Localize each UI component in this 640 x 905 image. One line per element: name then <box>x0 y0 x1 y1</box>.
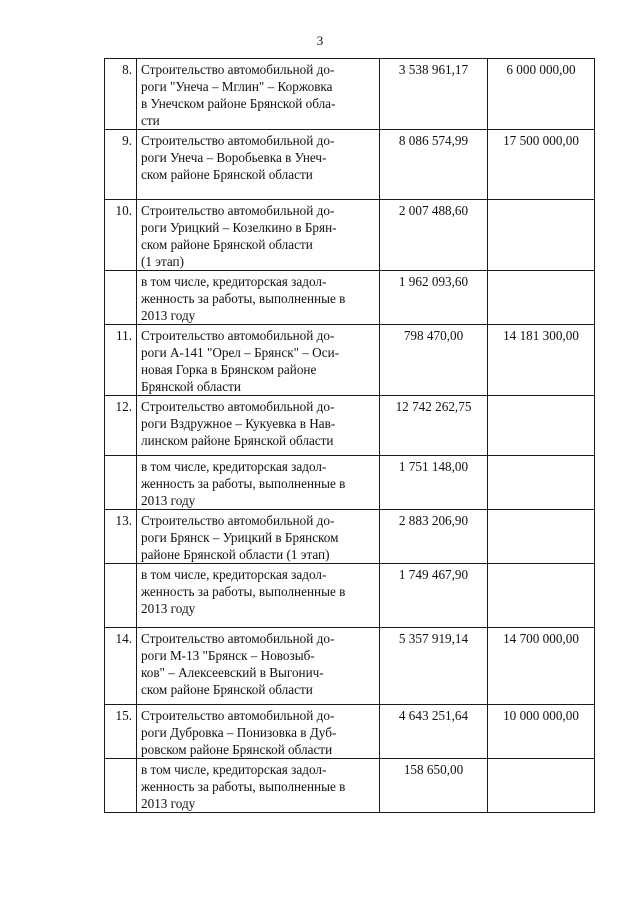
plan-amount-cell <box>488 396 595 456</box>
table-row <box>105 705 595 759</box>
description-line: роги А-141 "Орел – Брянск" – Оси- <box>141 345 340 360</box>
description-line: в Унечском районе Брянской обла- <box>141 96 336 111</box>
plan-amount-cell: 6 000 000,00 <box>488 59 595 130</box>
row-number-cell: 9. <box>105 130 137 200</box>
description-line: женность за работы, выполненные в <box>141 779 346 794</box>
description-line: в том числе, кредиторская задол- <box>141 274 327 289</box>
description-cell <box>137 200 380 271</box>
plan-amount-cell: 17 500 000,00 <box>488 130 595 200</box>
description-cell <box>137 628 380 705</box>
description-line: ском районе Брянской области <box>141 167 313 182</box>
description-line: Строительство автомобильной до- <box>141 708 335 723</box>
description-line: районе Брянской области (1 этап) <box>141 547 330 562</box>
row-number-cell: 13. <box>105 510 137 564</box>
description-line: Строительство автомобильной до- <box>141 133 335 148</box>
description-line: 2013 году <box>141 308 196 323</box>
description-line: ском районе Брянской области <box>141 682 313 697</box>
table-row <box>105 759 595 813</box>
description-line: 2013 году <box>141 796 196 811</box>
row-number-cell: 8. <box>105 59 137 130</box>
description-line: женность за работы, выполненные в <box>141 584 346 599</box>
description-cell <box>137 59 380 130</box>
description-cell <box>137 396 380 456</box>
description-line: новая Горка в Брянском районе <box>141 362 317 377</box>
table-row <box>105 456 595 510</box>
description-line: роги Унеча – Воробьевка в Унеч- <box>141 150 327 165</box>
description-line: в том числе, кредиторская задол- <box>141 762 327 777</box>
plan-amount-cell <box>488 564 595 628</box>
table-row <box>105 628 595 705</box>
description-line: роги Брянск – Урицкий в Брянском <box>141 530 339 545</box>
description-line: 2013 году <box>141 601 196 616</box>
plan-amount-cell: 14 181 300,00 <box>488 325 595 396</box>
page-number: 3 <box>316 33 324 48</box>
plan-amount-cell: 14 700 000,00 <box>488 628 595 705</box>
row-number-cell: 12. <box>105 396 137 456</box>
row-number-cell <box>105 759 137 813</box>
table-row <box>105 59 595 130</box>
row-number-cell <box>105 456 137 510</box>
description-line: сти <box>141 113 160 128</box>
description-line: (1 этап) <box>141 254 184 269</box>
amount-cell: 12 742 262,75 <box>380 396 488 456</box>
description-line: Строительство автомобильной до- <box>141 328 335 343</box>
description-line: роги "Унеча – Мглин" – Коржовка <box>141 79 333 94</box>
table-row <box>105 564 595 628</box>
description-line: ков" – Алексеевский в Выгонич- <box>141 665 324 680</box>
amount-cell: 8 086 574,99 <box>380 130 488 200</box>
plan-amount-cell: 10 000 000,00 <box>488 705 595 759</box>
description-line: роги Урицкий – Козелкино в Брян- <box>141 220 337 235</box>
row-number-cell: 11. <box>105 325 137 396</box>
table-row <box>105 271 595 325</box>
amount-cell: 4 643 251,64 <box>380 705 488 759</box>
description-cell <box>137 456 380 510</box>
table-row <box>105 130 595 200</box>
amount-cell: 1 962 093,60 <box>380 271 488 325</box>
row-number-cell: 10. <box>105 200 137 271</box>
description-line: женность за работы, выполненные в <box>141 291 346 306</box>
description-line: ском районе Брянской области <box>141 237 313 252</box>
description-cell <box>137 564 380 628</box>
description-line: Строительство автомобильной до- <box>141 62 335 77</box>
expenditure-table <box>104 58 595 813</box>
row-number-cell: 15. <box>105 705 137 759</box>
table-body <box>105 59 595 813</box>
amount-cell: 2 007 488,60 <box>380 200 488 271</box>
plan-amount-cell <box>488 510 595 564</box>
description-line: в том числе, кредиторская задол- <box>141 459 327 474</box>
table-row <box>105 396 595 456</box>
plan-amount-cell <box>488 200 595 271</box>
description-cell <box>137 130 380 200</box>
description-cell <box>137 705 380 759</box>
amount-cell: 158 650,00 <box>380 759 488 813</box>
row-number-cell: 14. <box>105 628 137 705</box>
description-line: Строительство автомобильной до- <box>141 399 335 414</box>
table-row <box>105 200 595 271</box>
description-line: роги М-13 "Брянск – Новозыб- <box>141 648 315 663</box>
description-cell <box>137 510 380 564</box>
description-line: линском районе Брянской области <box>141 433 334 448</box>
description-line: женность за работы, выполненные в <box>141 476 346 491</box>
description-line: 2013 году <box>141 493 196 508</box>
table-row <box>105 510 595 564</box>
plan-amount-cell <box>488 456 595 510</box>
amount-cell: 1 749 467,90 <box>380 564 488 628</box>
amount-cell: 3 538 961,17 <box>380 59 488 130</box>
plan-amount-cell <box>488 271 595 325</box>
description-cell <box>137 325 380 396</box>
description-line: Строительство автомобильной до- <box>141 631 335 646</box>
description-cell <box>137 271 380 325</box>
amount-cell: 798 470,00 <box>380 325 488 396</box>
description-line: роги Дубровка – Понизовка в Дуб- <box>141 725 337 740</box>
plan-amount-cell <box>488 759 595 813</box>
description-line: роги Вздружное – Кукуевка в Нав- <box>141 416 336 431</box>
description-cell <box>137 759 380 813</box>
description-line: в том числе, кредиторская задол- <box>141 567 327 582</box>
row-number-cell <box>105 271 137 325</box>
amount-cell: 2 883 206,90 <box>380 510 488 564</box>
description-line: ровском районе Брянской области <box>141 742 333 757</box>
table-row <box>105 325 595 396</box>
description-line: Брянской области <box>141 379 241 394</box>
description-line: Строительство автомобильной до- <box>141 203 335 218</box>
row-number-cell <box>105 564 137 628</box>
amount-cell: 1 751 148,00 <box>380 456 488 510</box>
description-line: Строительство автомобильной до- <box>141 513 335 528</box>
amount-cell: 5 357 919,14 <box>380 628 488 705</box>
